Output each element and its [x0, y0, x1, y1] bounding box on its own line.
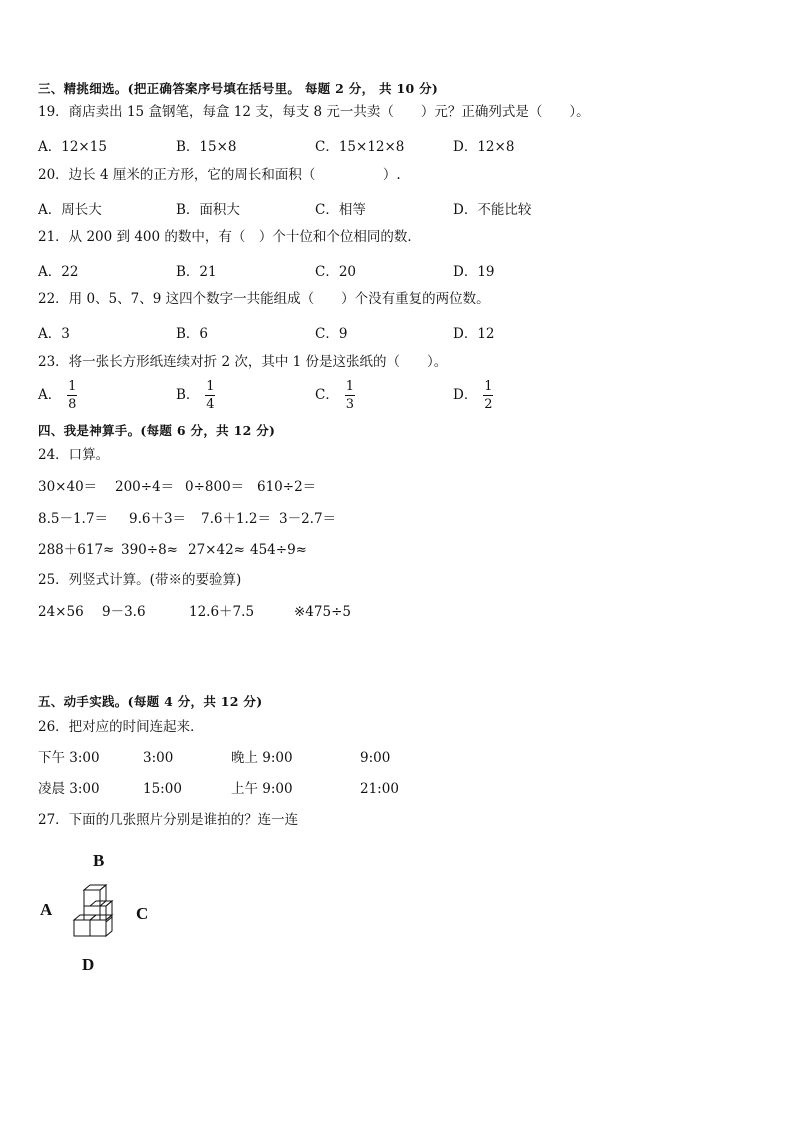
q20-option-c: C．相等: [315, 202, 366, 218]
q23-option-d: D． $\frac{1}{2}$: [453, 379, 493, 412]
q22-option-b: B．6: [176, 326, 209, 342]
question-22: 22．用 0、5、7、9 这四个数字一共能组成（ ）个没有重复的两位数。: [38, 291, 490, 307]
oral-item: 27×42≈: [188, 542, 245, 558]
question-23: 23．将一张长方形纸连续对折 2 次，其中 1 份是这张纸的（ ）。: [38, 354, 448, 370]
q22-option-c: C．9: [315, 326, 348, 342]
fraction-one-half: $\frac{1}{2}$: [484, 379, 493, 412]
fraction-one-eighth: $\frac{1}{8}$: [68, 379, 77, 412]
oral-item: 8.5－1.7＝: [38, 511, 108, 527]
q19-option-a: A．12×15: [38, 139, 107, 155]
cube-stack-figure: [72, 884, 120, 940]
question-25-title: 25．列竖式计算。(带※的要验算): [38, 572, 242, 588]
question-21: 21．从 200 到 400 的数中，有（ ）个十位和个位相同的数．: [38, 229, 421, 245]
section4-heading: 四、我是神算手。(每题 6 分，共 12 分): [38, 423, 276, 438]
cube-front-left: [74, 920, 90, 936]
section3-heading: 三、精挑细选。(把正确答案序号填在括号里。 每题 2 分， 共 10 分): [38, 81, 439, 96]
q23-option-b: B． $\frac{1}{4}$: [176, 379, 215, 412]
time-item: 晚上 9:00: [231, 750, 293, 766]
q21-option-a: A．22: [38, 264, 79, 280]
oral-item: 288＋617≈: [38, 542, 115, 558]
q21-option-c: C．20: [315, 264, 357, 280]
oral-item: 3－2.7＝: [279, 511, 337, 527]
oral-item: 0÷800＝: [185, 479, 245, 495]
q23-option-a: A． $\frac{1}{8}$: [38, 379, 77, 412]
oral-item: 610÷2＝: [257, 479, 317, 495]
oral-item: 9.6＋3＝: [129, 511, 187, 527]
view-label-d: D: [82, 955, 95, 974]
time-item: 15:00: [143, 781, 182, 797]
q20-option-b: B．面积大: [176, 202, 240, 218]
view-label-c: C: [136, 904, 149, 923]
q20-option-d: D．不能比较: [453, 202, 532, 218]
time-item: 21:00: [360, 781, 399, 797]
q19-option-b: B．15×8: [176, 139, 237, 155]
question-24-title: 24．口算。: [38, 447, 110, 463]
q19-option-d: D．12×8: [453, 139, 515, 155]
fraction-one-quarter: $\frac{1}{4}$: [206, 379, 215, 412]
time-item: 上午 9:00: [231, 781, 293, 797]
time-item: 9:00: [360, 750, 391, 766]
oral-item: 200÷4＝: [115, 479, 175, 495]
oral-item: 454÷9≈: [250, 542, 307, 558]
q19-option-c: C．15×12×8: [315, 139, 405, 155]
question-19: 19．商店卖出 15 盒钢笔，每盒 12 支，每支 8 元一共卖（ ）元？正确列式是（ ）。: [38, 104, 590, 120]
q22-option-a: A．3: [38, 326, 70, 342]
view-label-b: B: [93, 851, 105, 870]
oral-item: 390÷8≈: [121, 542, 178, 558]
q20-option-a: A．周长大: [38, 202, 102, 218]
cube-top-side: [100, 885, 106, 906]
view-label-a: A: [40, 900, 53, 919]
oral-item: 7.6＋1.2＝: [201, 511, 271, 527]
vertical-item: 24×56: [38, 604, 84, 620]
q21-option-b: B．21: [176, 264, 217, 280]
oral-item: 30×40＝: [38, 479, 98, 495]
time-item: 3:00: [143, 750, 174, 766]
time-item: 下午 3:00: [38, 750, 100, 766]
q21-option-d: D．19: [453, 264, 495, 280]
cube-top-front: [84, 890, 100, 906]
section5-heading: 五、动手实践。(每题 4 分，共 12 分): [38, 694, 263, 709]
q22-option-d: D．12: [453, 326, 495, 342]
question-26-title: 26．把对应的时间连起来．: [38, 719, 204, 735]
time-item: 凌晨 3:00: [38, 781, 100, 797]
vertical-item: ※475÷5: [294, 604, 351, 620]
vertical-item: 12.6＋7.5: [189, 604, 255, 620]
question-27-title: 27．下面的几张照片分别是谁拍的？连一连: [38, 812, 299, 828]
cube-front-right: [90, 920, 106, 936]
fraction-one-third: $\frac{1}{3}$: [345, 379, 354, 412]
q23-option-c: C． $\frac{1}{3}$: [315, 379, 354, 412]
vertical-item: 9－3.6: [102, 604, 146, 620]
question-20: 20．边长 4 厘米的正方形，它的周长和面积（ ）.: [38, 167, 401, 183]
